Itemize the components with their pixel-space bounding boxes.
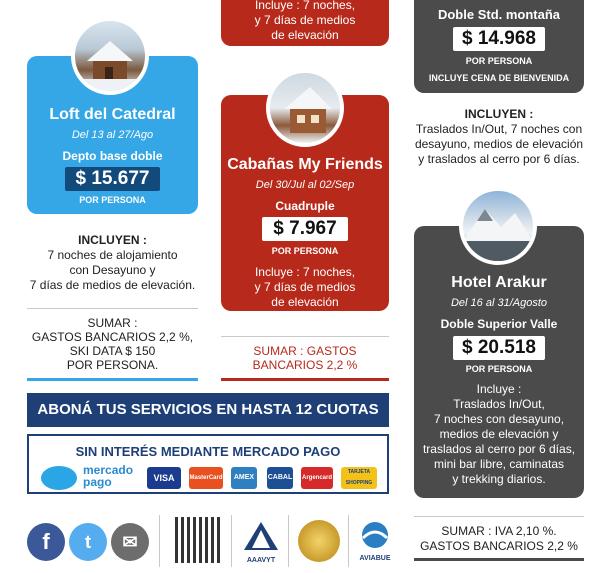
left-extras (27, 316, 198, 372)
mastercard-logo: MasterCard (189, 467, 223, 489)
divider (288, 515, 289, 567)
card-dates: Del 30/Jul al 02/Sep (255, 179, 355, 191)
card-room-type: Doble Std. montaña (437, 7, 561, 22)
divider (159, 515, 160, 567)
aviabue-label: AVIABUE (359, 555, 391, 562)
extra-line: POR PERSONA. (66, 358, 159, 372)
aavyt-logo (240, 520, 282, 562)
include-line: y 7 días de medios (254, 280, 356, 294)
price-tag: $ 14.968 (453, 27, 545, 51)
visa-logo: VISA (147, 467, 181, 489)
my-friends-photo (266, 69, 344, 147)
card-room-type: Doble Superior Valle (440, 317, 558, 331)
include-line: Incluye : (476, 382, 522, 396)
email-icon[interactable]: ✉ (111, 523, 149, 561)
extra-line: SUMAR : IVA 2,10 %. (441, 524, 557, 538)
per-person-label: POR PERSONA (465, 56, 533, 66)
amex-logo: AMEX (231, 467, 257, 489)
middle-extras (221, 344, 389, 372)
middle-top-card (221, 0, 389, 46)
divider (231, 515, 232, 567)
mercadopago-line: pago (83, 475, 112, 489)
include-line: y trekking diarios. (452, 472, 546, 486)
include-line: 7 noches de alojamiento (47, 248, 178, 262)
arakur-card (414, 226, 584, 498)
qr-code (175, 517, 221, 563)
price-tag: $ 7.967 (262, 217, 348, 241)
include-line: con Desayuno y (69, 263, 156, 277)
card-room-type: Depto base doble (62, 149, 163, 163)
include-line: Traslados In/Out, 7 noches con (415, 122, 583, 136)
card-room-type: Cuadruple (275, 199, 335, 213)
mercadopago-line: mercado (83, 463, 134, 477)
middle-top-includes (221, 0, 389, 43)
price-tag: $ 15.677 (65, 167, 160, 191)
card-dates: Del 16 al 31/Agosto (450, 297, 547, 309)
installments-banner: ABONÁ TUS SERVICIOS EN HASTA 12 CUOTAS (27, 393, 389, 427)
award-seal-icon (298, 520, 340, 562)
twitter-icon[interactable]: t (69, 523, 107, 561)
card-dates: Del 13 al 27/Ago (71, 129, 154, 141)
arakur-extras (406, 524, 592, 554)
include-line: de elevación (271, 28, 339, 42)
dark-divider (414, 558, 584, 561)
loft-photo (71, 17, 149, 95)
red-divider (221, 378, 389, 381)
right-top-includes (406, 122, 592, 167)
argencard-logo: Argencard (301, 467, 333, 489)
aviabue-logo (352, 520, 398, 564)
include-line: Incluye : 7 noches, (254, 265, 356, 279)
aviabue-emblem-icon (355, 520, 395, 550)
include-line: 7 noches con desayuno, (433, 412, 565, 426)
cabin-snow-icon (75, 21, 145, 91)
mercadopago-logo (83, 464, 133, 488)
aavyt-label: AAAVYT (246, 557, 276, 564)
include-line: desayuno, medios de elevación (414, 137, 584, 151)
divider (221, 336, 389, 337)
mountain-icon (463, 191, 533, 261)
per-person-label: POR PERSONA (79, 195, 146, 205)
card-title: Cabañas My Friends (227, 156, 383, 173)
divider (348, 515, 349, 567)
include-line: de elevación (271, 295, 339, 309)
chalet-icon (270, 73, 340, 143)
extra-line: SUMAR : GASTOS (253, 344, 357, 358)
blue-divider (27, 378, 198, 381)
handshake-icon (41, 466, 77, 490)
includes-heading: INCLUYEN : (464, 107, 534, 121)
aavyt-emblem-icon (240, 520, 282, 552)
per-person-label: POR PERSONA (271, 246, 339, 256)
right-top-card (414, 0, 584, 93)
tarjeta-shopping-logo: TARJETA SHOPPING (341, 467, 377, 489)
include-line: medios de elevación y (439, 427, 559, 441)
include-line: Incluye : 7 noches, (254, 0, 356, 12)
include-line: mini bar libre, caminatas (433, 457, 565, 471)
includes-heading: INCLUYEN : (78, 233, 147, 247)
include-line: y traslados al cerro por 6 días. (418, 152, 580, 166)
welcome-dinner-note: INCLUYE CENA DE BIENVENIDA (428, 73, 570, 83)
arakur-photo (459, 187, 537, 265)
include-line: Traslados In/Out, (453, 397, 545, 411)
card-title: Hotel Arakur (451, 274, 547, 291)
include-line: y 7 días de medios (254, 13, 356, 27)
arakur-includes (414, 382, 584, 487)
per-person-label: POR PERSONA (465, 364, 533, 374)
price-tag: $ 20.518 (453, 336, 545, 360)
cabal-logo: CABAL (267, 467, 293, 489)
extra-line: GASTOS BANCARIOS 2,2 % (420, 539, 578, 553)
facebook-icon[interactable]: f (27, 523, 65, 561)
extra-line: GASTOS BANCARIOS 2,2 %, (31, 330, 194, 344)
extra-line: BANCARIOS 2,2 % (252, 358, 358, 372)
divider (414, 516, 584, 517)
middle-includes (221, 265, 389, 310)
include-line: 7 días de medios de elevación. (29, 278, 196, 292)
payment-methods-box (27, 434, 389, 494)
left-includes (27, 248, 198, 293)
payment-heading: SIN INTERÉS MEDIANTE MERCADO PAGO (75, 444, 341, 459)
divider (27, 308, 198, 309)
include-line: traslados al cerro por 6 días, (422, 442, 576, 456)
card-title: Loft del Catedral (49, 106, 176, 123)
extra-line: SUMAR : (87, 316, 138, 330)
extra-line: SKI DATA $ 150 (69, 344, 156, 358)
